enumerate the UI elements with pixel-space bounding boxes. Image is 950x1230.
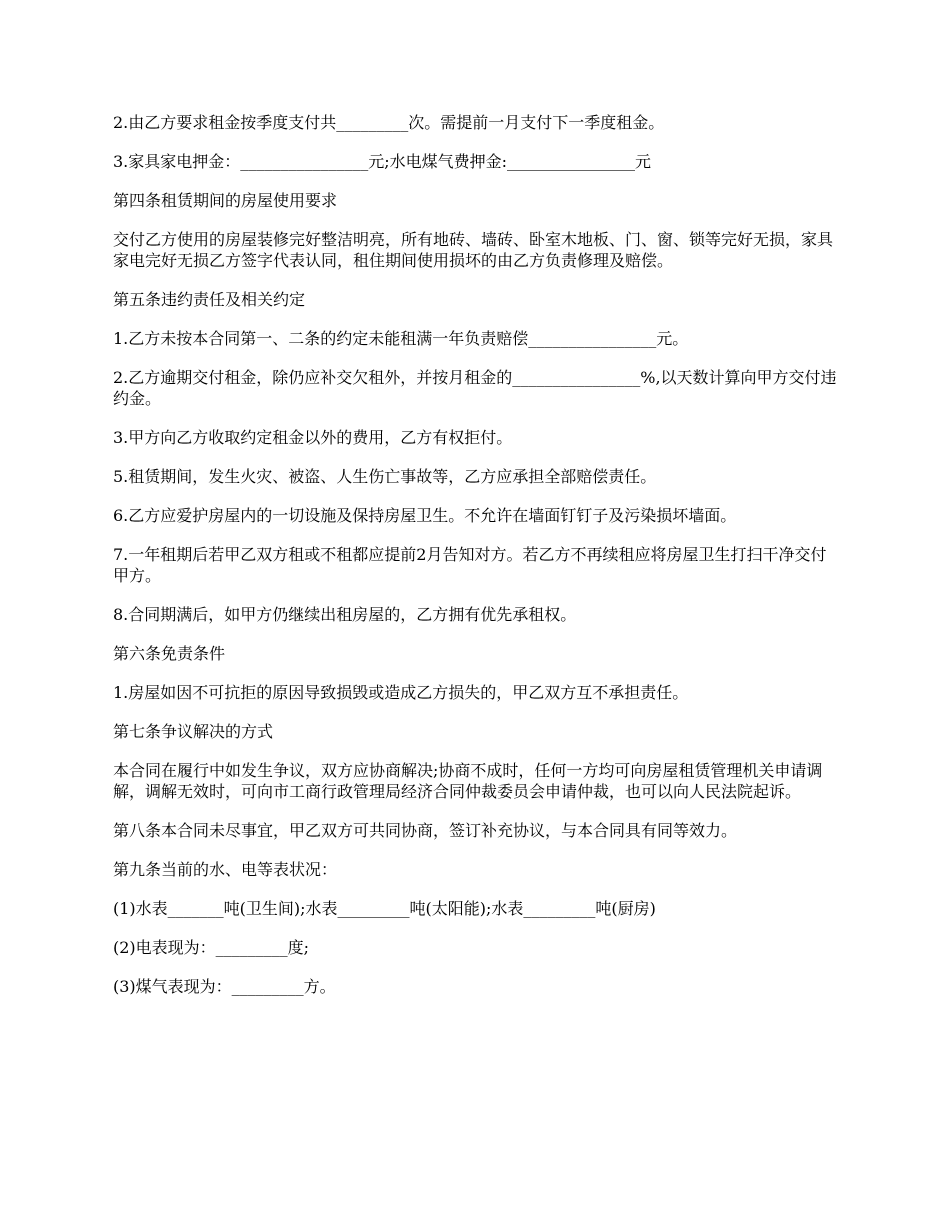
article-4-heading: 第四条租赁期间的房屋使用要求	[113, 191, 338, 210]
article-5-item-1: 1.乙方未按本合同第一、二条的约定未能租满一年负责赔偿________________元。	[113, 329, 689, 348]
article-6-heading: 第六条免责条件	[113, 644, 226, 663]
document-body	[113, 112, 841, 1015]
article-9-heading: 第九条当前的水、电等表状况：	[113, 860, 338, 879]
meter-electric: (2)电表现为：_________度;	[113, 938, 310, 957]
article-5-heading: 第五条违约责任及相关约定	[113, 290, 306, 309]
article-7-heading: 第七条争议解决的方式	[113, 722, 274, 741]
clause-quarterly-payment: 2.由乙方要求租金按季度支付共_________次。需提前一月支付下一季度租金。	[113, 113, 665, 132]
article-7-body: 本合同在履行中如发生争议，双方应协商解决;协商不成时，任何一方均可向房屋租赁管理机关申请调解，调解无效时，可向市工商行政管理局经济合同仲裁委员会申请仲裁，也可以向人民法院起诉。	[113, 761, 823, 801]
article-5-item-7: 7.一年租期后若甲乙双方租或不租都应提前2月告知对方。若乙方不再续租应将房屋卫生打扫干净交付甲方。	[113, 545, 827, 585]
meter-gas: (3)煤气表现为：_________方。	[113, 977, 336, 996]
article-5-item-2: 2.乙方逾期交付租金，除仍应补交欠租外，并按月租金的________________%,以天数计算向甲方交付违约金。	[113, 368, 837, 408]
article-5-item-5: 5.租赁期间，发生火灾、被盗、人生伤亡事故等，乙方应承担全部赔偿责任。	[113, 467, 657, 486]
article-5-item-6: 6.乙方应爱护房屋内的一切设施及保持房屋卫生。不允许在墙面钉钉子及污染损坏墙面。	[113, 506, 737, 525]
article-6-item-1: 1.房屋如因不可抗拒的原因导致损毁或造成乙方损失的，甲乙双方互不承担责任。	[113, 683, 689, 702]
article-5-item-8: 8.合同期满后，如甲方仍继续出租房屋的，乙方拥有优先承租权。	[113, 605, 577, 624]
meter-water: (1)水表_______吨(卫生间);水表_________吨(太阳能);水表_________吨(厨房)	[113, 899, 656, 918]
article-5-item-3: 3.甲方向乙方收取约定租金以外的费用，乙方有权拒付。	[113, 428, 513, 447]
article-8-body: 第八条本合同未尽事宜，甲乙双方可共同协商，签订补充协议，与本合同具有同等效力。	[113, 821, 738, 840]
clause-deposits: 3.家具家电押金：________________元;水电煤气费押金:________________元	[113, 152, 652, 171]
article-4-body: 交付乙方使用的房屋装修完好整洁明亮，所有地砖、墙砖、卧室木地板、门、窗、锁等完好无损，家具家电完好无损乙方签字代表认同，租住期间使用损坏的由乙方负责修理及赔偿。	[113, 230, 834, 270]
